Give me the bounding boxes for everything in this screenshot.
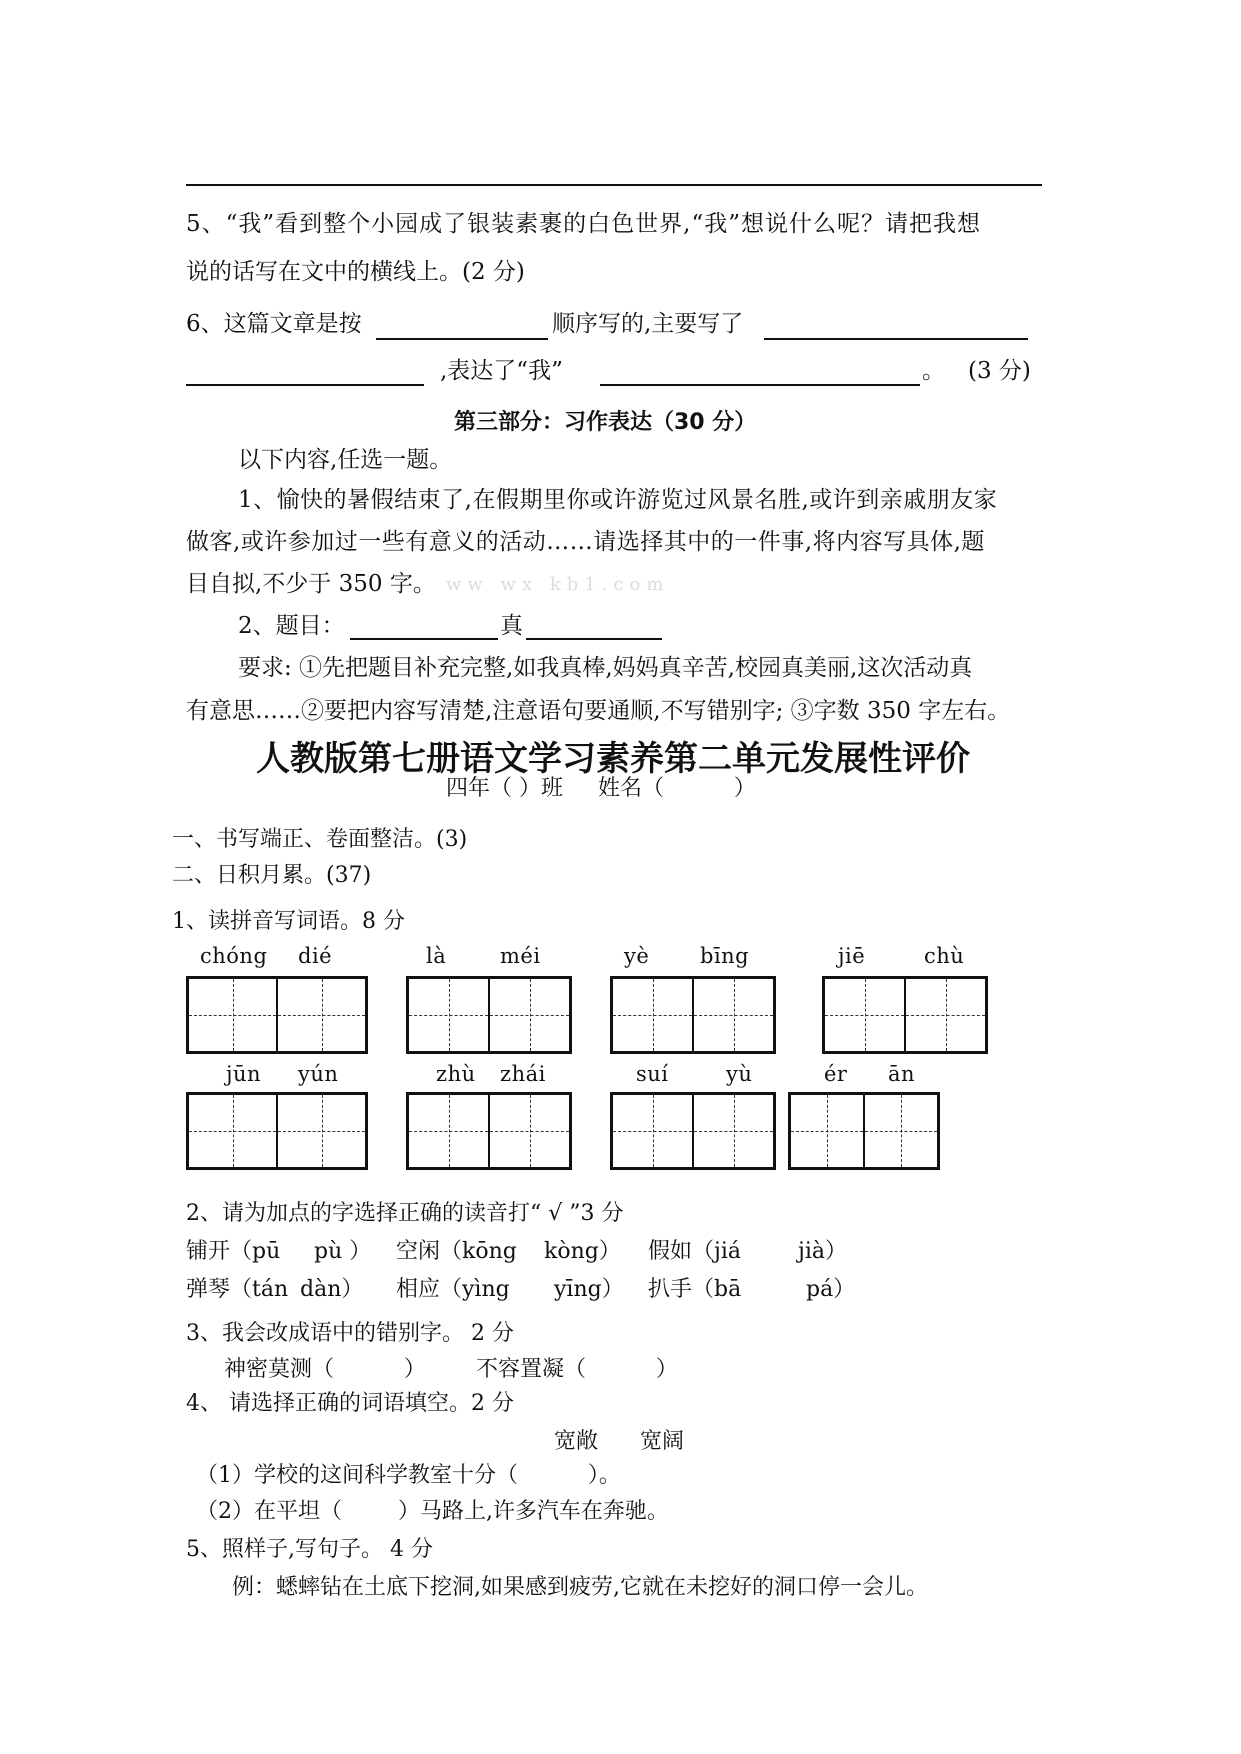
q1-title: 1、读拼音写词语。8 分	[172, 909, 405, 934]
pinyin-1b: dié	[298, 944, 333, 968]
q4-word-choices: 宽敞 宽阔	[554, 1429, 684, 1454]
q2-item2-a: 空闲（kōng	[396, 1239, 517, 1264]
pinyin-5b: yún	[298, 1062, 339, 1086]
q6-score: (3 分)	[968, 358, 1031, 384]
writing-grid-7[interactable]	[610, 1092, 776, 1170]
writing-grid-5[interactable]	[186, 1092, 368, 1170]
q4-title: 4、 请选择正确的词语填空。2 分	[186, 1391, 514, 1416]
part3-intro: 以下内容,任选一题。	[238, 447, 453, 473]
q5-text-line1: 5、“我”看到整个小园成了银装素裹的白色世界,“我”想说什么呢？请把我想	[186, 211, 981, 237]
tian-cell[interactable]	[488, 1095, 569, 1167]
tian-cell[interactable]	[904, 979, 985, 1051]
q2-item6-b: pá）	[806, 1277, 856, 1302]
q6-blank-content-b[interactable]	[186, 384, 424, 386]
pinyin-3a: yè	[624, 944, 650, 968]
q6-blank-express[interactable]	[600, 384, 920, 386]
q2-item3-a: 假如（jiá	[648, 1239, 741, 1264]
q2-item5-b: yīng）	[554, 1277, 624, 1302]
writing-grid-2[interactable]	[406, 976, 572, 1054]
q5-text-line2: 说的话写在文中的横线上。(2 分)	[186, 259, 525, 285]
section-1: 一、书写端正、卷面整洁。(3)	[172, 827, 468, 852]
tian-cell[interactable]	[189, 1095, 276, 1167]
topic2-blank-a[interactable]	[350, 638, 498, 640]
tian-cell[interactable]	[613, 1095, 692, 1167]
tian-cell[interactable]	[692, 979, 773, 1051]
watermark: ww wx kb1.com	[446, 574, 670, 595]
class-name-line: 四年（ ）班 姓名（ ）	[446, 776, 756, 801]
q6-express: ,表达了“我”	[440, 358, 563, 384]
q6-prefix: 6、这篇文章是按	[186, 311, 362, 337]
pinyin-7a: suí	[636, 1062, 669, 1086]
tian-cell[interactable]	[791, 1095, 863, 1167]
q2-item6-a: 扒手（bā	[648, 1277, 742, 1302]
q2-item4-b: dàn）	[300, 1277, 364, 1302]
writing-grid-1[interactable]	[186, 976, 368, 1054]
writing-grid-3[interactable]	[610, 976, 776, 1054]
pinyin-2a: là	[426, 944, 447, 968]
pinyin-8b: ān	[888, 1062, 916, 1086]
writing-grid-8[interactable]	[788, 1092, 940, 1170]
q2-item3-b: jià）	[798, 1239, 847, 1264]
q2-item1-a: 铺开（pū	[186, 1239, 281, 1264]
q5b-example: 例：蟋蟀钻在土底下挖洞,如果感到疲劳,它就在未挖好的洞口停一会儿。	[232, 1575, 928, 1600]
q4-item1: （1）学校的这间科学教室十分（ ）。	[196, 1463, 621, 1488]
tian-cell[interactable]	[825, 979, 904, 1051]
tian-cell[interactable]	[488, 979, 569, 1051]
q6-period: 。	[922, 358, 945, 384]
topic2-blank-b[interactable]	[526, 638, 662, 640]
tian-cell[interactable]	[276, 1095, 365, 1167]
pinyin-6a: zhù	[436, 1062, 476, 1086]
topic1-line2: 做客,或许参加过一些有意义的活动……请选择其中的一件事,将内容写具体,题	[186, 529, 985, 555]
q3-idiom-a: 神密莫测（ ）	[224, 1357, 426, 1382]
pinyin-4b: chù	[924, 944, 965, 968]
section-2: 二、日积月累。(37)	[172, 863, 372, 888]
part3-heading: 第三部分：习作表达（30 分）	[454, 410, 757, 435]
requirement-line2: 有意思……②要把内容写清楚,注意语句要通顺,不写错别字; ③字数 350 字左右。	[186, 698, 1011, 724]
tian-cell[interactable]	[276, 979, 365, 1051]
pinyin-6b: zhái	[500, 1062, 546, 1086]
pinyin-1a: chóng	[200, 944, 268, 968]
q3-title: 3、我会改成语中的错别字。 2 分	[186, 1321, 514, 1346]
q2-item4-a: 弹琴（tán	[186, 1277, 289, 1302]
pinyin-5a: jūn	[226, 1062, 262, 1086]
pinyin-2b: méi	[500, 944, 541, 968]
q6-blank-content-a[interactable]	[764, 338, 1028, 340]
top-answer-line	[186, 184, 1042, 186]
tian-cell[interactable]	[409, 979, 488, 1051]
tian-cell[interactable]	[613, 979, 692, 1051]
writing-grid-6[interactable]	[406, 1092, 572, 1170]
q2-item5-a: 相应（yìng	[396, 1277, 510, 1302]
q6-mid: 顺序写的,主要写了	[552, 311, 744, 337]
pinyin-8a: ér	[824, 1062, 848, 1086]
tian-cell[interactable]	[863, 1095, 937, 1167]
topic1-line3: 目自拟,不少于 350 字。	[186, 571, 436, 597]
q5b-title: 5、照样子,写句子。 4 分	[186, 1537, 433, 1562]
q2-item2-b: kòng）	[544, 1239, 621, 1264]
q6-blank-order[interactable]	[376, 338, 548, 340]
topic2-prefix: 2、题目：	[238, 613, 345, 639]
topic1-line1: 1、愉快的暑假结束了,在假期里你或许游览过风景名胜,或许到亲戚朋友家	[238, 487, 998, 513]
tian-cell[interactable]	[189, 979, 276, 1051]
tian-cell[interactable]	[692, 1095, 773, 1167]
writing-grid-4[interactable]	[822, 976, 988, 1054]
pinyin-7b: yù	[726, 1062, 753, 1086]
q4-item2: （2）在平坦（ ）马路上,许多汽车在奔驰。	[196, 1499, 669, 1524]
tian-cell[interactable]	[409, 1095, 488, 1167]
pinyin-4a: jiē	[838, 944, 866, 968]
topic2-zhen: 真	[500, 613, 523, 639]
q3-idiom-b: 不容置凝（ ）	[476, 1357, 678, 1382]
q2-item1-b: pù ）	[314, 1239, 372, 1264]
exam-title: 人教版第七册语文学习素养第二单元发展性评价	[256, 739, 970, 779]
pinyin-3b: bīng	[700, 944, 750, 968]
requirement-line1: 要求: ①先把题目补充完整,如我真棒,妈妈真辛苦,校园真美丽,这次活动真	[238, 655, 973, 681]
q2-title: 2、请为加点的字选择正确的读音打“ √ ”3 分	[186, 1201, 624, 1226]
